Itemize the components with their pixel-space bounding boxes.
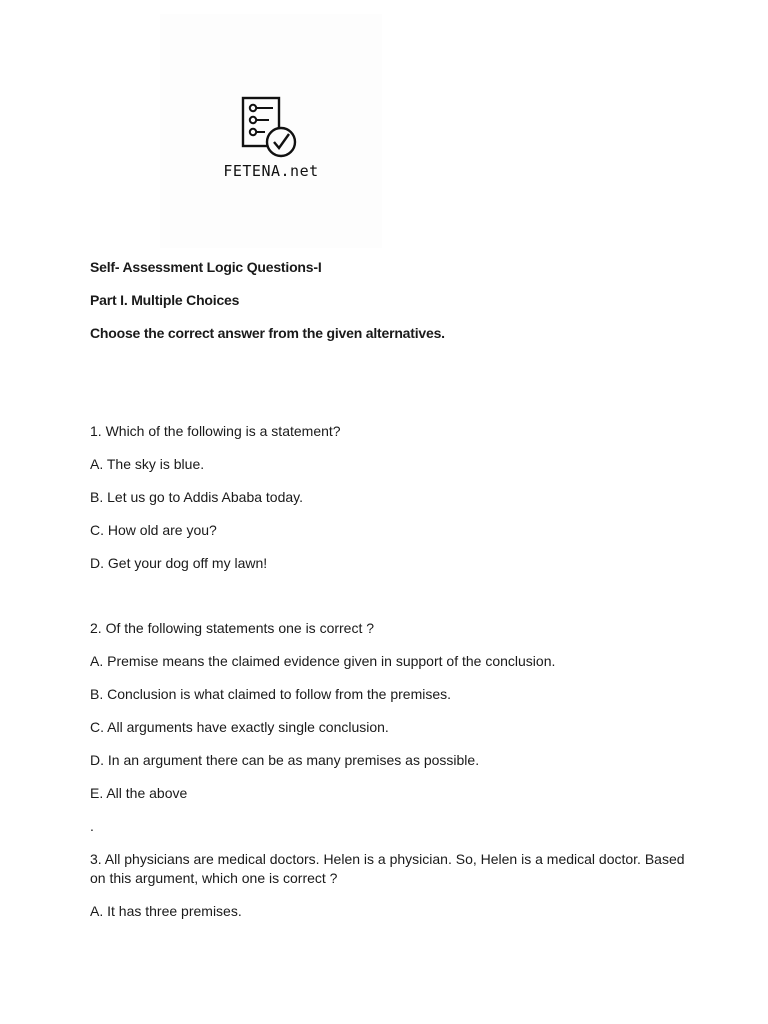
question-1-option-a: A. The sky is blue. <box>90 456 205 472</box>
question-1-option-c: C. How old are you? <box>90 522 217 538</box>
instruction-text: Choose the correct answer from the given alternatives. <box>90 325 445 341</box>
question-1-option-b: B. Let us go to Addis Ababa today. <box>90 489 304 505</box>
checklist-check-icon <box>239 96 299 160</box>
question-1-option-d: D. Get your dog off my lawn! <box>90 555 268 571</box>
part-heading: Part I. Multiple Choices <box>90 292 240 308</box>
fetena-logo <box>160 14 382 248</box>
question-3-option-a: A. It has three premises. <box>90 903 242 919</box>
question-2-option-b: B. Conclusion is what claimed to follow from the premises. <box>90 686 452 702</box>
document-title: Self- Assessment Logic Questions-I <box>90 259 322 275</box>
question-2-prompt: 2. Of the following statements one is correct ? <box>90 620 375 636</box>
question-2-option-a: A. Premise means the claimed evidence given in support of the conclusion. <box>90 653 556 669</box>
question-2-option-e: E. All the above <box>90 785 188 801</box>
question-2-option-d: D. In an argument there can be as many premises as possible. <box>90 752 480 768</box>
question-3-prompt: 3. All physicians are medical doctors. Helen is a physician. So, Helen is a medical doctor. Based on this argument, which one is correct ? <box>90 851 685 886</box>
question-2-option-c: C. All arguments have exactly single conclusion. <box>90 719 389 735</box>
question-1-prompt: 1. Which of the following is a statement? <box>90 423 341 439</box>
logo-text: FETENA.net <box>223 162 319 180</box>
stray-period: . <box>90 818 94 834</box>
